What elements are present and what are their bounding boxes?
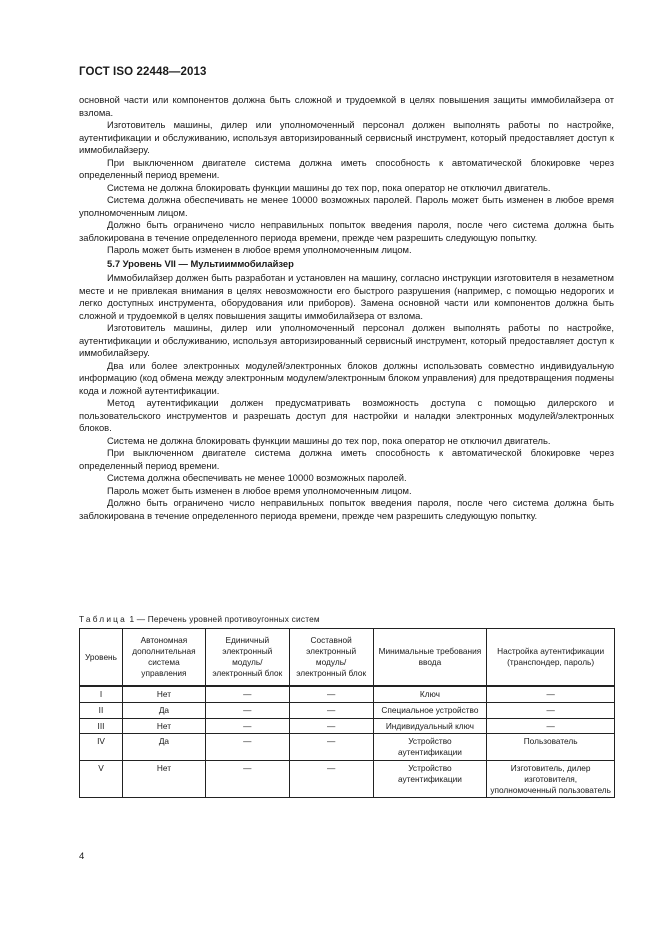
column-header: Настройка аутентификации (транспондер, пароль) (487, 629, 615, 687)
table-cell: V (80, 760, 123, 797)
paragraph: Изготовитель машины, дилер или уполномоченный персонал должен выполнять работы по настройке, аутентификации и обслуживанию, используя авторизированный сервисный инструмент, который предоставляет доступ к иммобилайзеру. (79, 322, 614, 358)
table-cell: Индивидуальный ключ (373, 718, 487, 734)
table-header-row (80, 629, 615, 687)
column-header: Минимальные требования ввода (373, 629, 487, 687)
paragraph: Должно быть ограничено число неправильных попыток введения пароля, после чего система должна быть заблокирована в течение определенного периода времени, прежде чем разрешить следующую попытку. (79, 219, 614, 243)
table-cell: II (80, 702, 123, 718)
table-cell: Изготовитель, дилер изготовителя, уполномоченный пользователь (487, 760, 615, 797)
anti-theft-levels-table (79, 628, 615, 798)
table-cell: Устройство аутентификации (373, 760, 487, 797)
table-cell: Нет (122, 760, 205, 797)
table-cell: — (205, 760, 289, 797)
paragraph: Пароль может быть изменен в любое время уполномоченным лицом. (107, 484, 412, 496)
table-row (80, 734, 615, 761)
table-cell: Устройство аутентификации (373, 734, 487, 761)
paragraph: При выключенном двигателе система должна иметь способность к автоматической блокировке через определенный период времени. (79, 447, 614, 471)
section-heading: 5.7 Уровень VII — Мультииммобилайзер (107, 257, 294, 269)
paragraph: При выключенном двигателе система должна иметь способность к автоматической блокировке через определенный период времени. (79, 156, 614, 180)
table-row (80, 702, 615, 718)
paragraph: Система не должна блокировать функции машины до тех пор, пока оператор не отключил двигатель. (107, 434, 551, 446)
table-cell: Нет (122, 718, 205, 734)
table-cell: — (289, 686, 373, 702)
table-row (80, 760, 615, 797)
table-cell: III (80, 718, 123, 734)
paragraph: основной части или компонентов должна быть сложной и трудоемкой в целях повышения защиты иммобилайзера от взлома. (79, 94, 614, 118)
table-cell: — (205, 702, 289, 718)
table-cell: — (205, 686, 289, 702)
paragraph: Изготовитель машины, дилер или уполномоченный персонал должен выполнять работы по настройке, аутентификации и обслуживанию, используя авторизированный сервисный инструмент, который предоставляет доступ к иммобилайзеру. (79, 119, 614, 155)
document-header: ГОСТ ISO 22448—2013 (79, 66, 207, 78)
table-cell: — (487, 702, 615, 718)
table-cell: — (205, 734, 289, 761)
paragraph: Система должна обеспечивать не менее 10000 возможных паролей. Пароль может быть изменен в любое время уполномоченным лицом. (79, 194, 614, 218)
table-caption-title: 1 — Перечень уровней противоугонных систем (126, 614, 320, 624)
column-header: Автономная дополнительная система управления (122, 629, 205, 687)
table-cell: — (289, 702, 373, 718)
column-header: Единичный электронный модуль/ электронный блок (205, 629, 289, 687)
paragraph: Система должна обеспечивать не менее 10000 возможных паролей. (107, 472, 407, 483)
table-cell: Нет (122, 686, 205, 702)
paragraph: Пароль может быть изменен в любое время уполномоченным лицом. (107, 244, 412, 255)
table-cell: IV (80, 734, 123, 761)
table-cell: — (289, 760, 373, 797)
table-cell: Да (122, 702, 205, 718)
paragraph: Метод аутентификации должен предусматривать возможность доступа с помощью дилерского и пользовательского инструментов и разрешать доступ для настройки и наладки электронных модулей/электронных блоков. (79, 397, 614, 433)
table-row (80, 686, 615, 702)
table-cell: — (289, 718, 373, 734)
table-row (80, 718, 615, 734)
paragraph: Два или более электронных модулей/электронных блоков должны использовать совместно индивидуальную информацию (код обмена между электронным модулем/электронным блоком управления) для предотвращения подмены кода и ложной аутентификации. (79, 359, 614, 396)
column-header: Составной электронный модуль/ электронный блок (289, 629, 373, 687)
table-cell: — (487, 718, 615, 734)
paragraph: Иммобилайзер должен быть разработан и установлен на машину, согласно инструкции изготовителя в незаметном месте и не привлекая внимания в целях невозможности его быстрого разрушения (например, с помощью недорогих и легко доступных инструмента, оборудования или приборов). Замена основной части или компонентов должна быть сложной и трудоемкой в целях повышения защиты иммобилайзера от взлома. (79, 272, 614, 321)
paragraph: Система не должна блокировать функции машины до тех пор, пока оператор не отключил двигатель. (107, 181, 551, 193)
table-cell: Да (122, 734, 205, 761)
table-cell: — (487, 686, 615, 702)
paragraph: Должно быть ограничено число неправильных попыток введения пароля, после чего система должна быть заблокирована в течение определенного периода времени, прежде чем разрешить следующую попытку. (79, 497, 614, 521)
page-number: 4 (79, 851, 85, 862)
table-caption (79, 614, 320, 624)
table-cell: Ключ (373, 686, 487, 702)
table-caption-label: Таблица (79, 614, 127, 624)
table-cell: Пользователь (487, 734, 615, 761)
table-cell: Специальное устройство (373, 702, 487, 718)
table-cell: — (205, 718, 289, 734)
table-cell: — (289, 734, 373, 761)
table-cell: I (80, 686, 123, 702)
column-header: Уровень (80, 629, 123, 687)
document-body (79, 94, 614, 522)
